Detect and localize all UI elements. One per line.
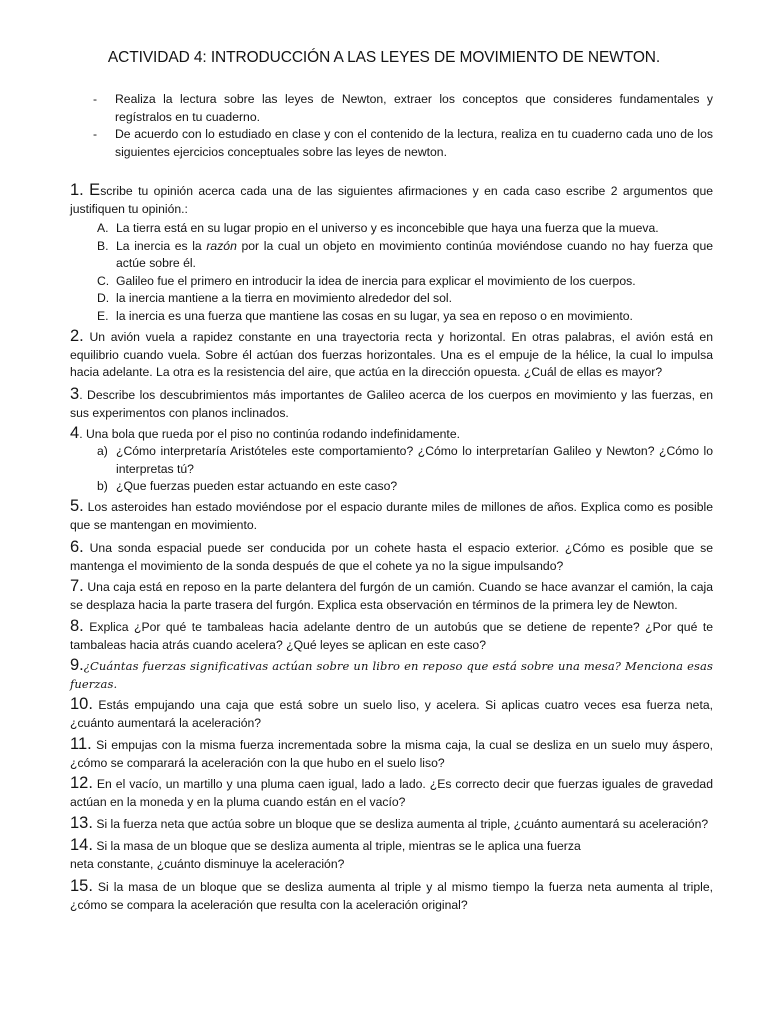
drop-cap: E xyxy=(89,181,101,199)
question-6 xyxy=(70,539,713,575)
option-text-italic: razón xyxy=(206,238,237,253)
list-dash: - xyxy=(93,127,98,141)
question-text: scribe tu opinión acerca cada una de las siguientes afirmaciones y en cada caso escribe 2 argumentos que justifiquen tu opinión.: xyxy=(70,184,713,216)
option-marker: A. xyxy=(97,221,109,235)
question-text: ¿Cuántas fuerzas significativas actúan sobre un libro en reposo que está sobre una mesa? Menciona esas fuerzas. xyxy=(70,659,713,691)
question-5 xyxy=(70,498,713,534)
option-e xyxy=(97,308,713,326)
question-number: 9. xyxy=(70,656,84,674)
question-text: Explica ¿Por qué te tambaleas hacia adelante dentro de un autobús que se detiene de repente? ¿Por qué te tambaleas hacia atrás cuando acelera? ¿Qué leyes se aplican en este caso? xyxy=(70,620,713,652)
list-dash: - xyxy=(93,92,98,106)
question-text: . Una bola que rueda por el piso no continúa rodando indefinidamente. xyxy=(79,427,460,441)
question-number: 11. xyxy=(70,735,92,753)
option-b xyxy=(97,478,713,496)
option-text: la inercia mantiene a la tierra en movimiento alrededor del sol. xyxy=(116,291,453,305)
option-marker: a) xyxy=(97,444,108,458)
option-d xyxy=(97,290,713,308)
instruction-item xyxy=(93,126,713,161)
question-text: Si la fuerza neta que actúa sobre un bloque que se desliza aumenta al triple, ¿cuánto aumentará su aceleración? xyxy=(92,817,709,831)
option-a xyxy=(97,220,713,238)
option-text: Galileo fue el primero en introducir la idea de inercia para explicar el movimiento de los cuerpos. xyxy=(116,273,636,288)
question-13 xyxy=(70,815,713,834)
question-8 xyxy=(70,618,713,654)
question-2 xyxy=(70,328,713,382)
question-number: 7. xyxy=(70,577,84,595)
question-text: Si empujas con la misma fuerza incrementada sobre la misma caja, la cual se desliza en un suelo muy áspero, ¿cómo se comparará la aceleración con la que hubo en el suelo liso? xyxy=(70,738,713,770)
question-number: 13. xyxy=(70,814,93,832)
option-c xyxy=(97,273,713,291)
question-number: 1. xyxy=(70,181,84,199)
question-number: 15. xyxy=(70,877,93,895)
question-number: 5. xyxy=(70,497,84,515)
question-number: 12. xyxy=(70,774,93,792)
question-text: Si la masa de un bloque que se desliza aumenta al triple y al mismo tiempo la fuerza neta aumenta al triple, ¿cómo se compara la aceleración que resulta con la aceleración original? xyxy=(70,880,713,912)
option-text: la inercia es una fuerza que mantiene las cosas en su lugar, ya sea en reposo o en movimiento. xyxy=(116,308,633,323)
question-text-continued: neta constante, ¿cuánto disminuye la aceleración? xyxy=(70,856,345,871)
question-number: 14. xyxy=(70,836,93,854)
question-text: Un avión vuela a rapidez constante en una trayectoria recta y horizontal. En otras palabras, el avión está en equilibrio cuando vuela. Sobre él actúan dos fuerzas horizontales. Una es el empuje de la hélice, la cual lo impulsa hacia adelante. La otra es la resistencia del aire, que actúa en la dirección opuesta. ¿Cuál de ellas es mayor? xyxy=(70,330,713,379)
question-12 xyxy=(70,775,713,811)
option-a xyxy=(97,443,713,478)
question-1 xyxy=(70,182,713,218)
option-b xyxy=(97,238,713,273)
question-text: Si la masa de un bloque que se desliza aumenta al triple, mientras se le aplica una fuerza xyxy=(92,839,581,853)
option-marker: C. xyxy=(97,273,110,288)
question-text: Estás empujando una caja que está sobre un suelo liso, y acelera. Si aplicas cuatro veces esa fuerza neta, ¿cuánto aumentará la aceleración? xyxy=(70,698,713,730)
question-text: . Describe los descubrimientos más importantes de Galileo acerca de los cuerpos en movimiento y las fuerzas, en sus experimentos con planos inclinados. xyxy=(70,388,713,420)
question-number: 10. xyxy=(70,695,93,713)
option-marker: B. xyxy=(97,238,109,253)
instruction-text: Realiza la lectura sobre las leyes de Newton, extraer los conceptos que consideres fundamentales y regístralos en tu cuaderno. xyxy=(115,92,713,124)
question-7 xyxy=(70,578,713,614)
question-number: 8. xyxy=(70,617,84,635)
option-marker: b) xyxy=(97,479,108,493)
question-4 xyxy=(70,425,713,444)
question-14 xyxy=(70,837,713,873)
option-text-part: por la cual un objeto en movimiento continúa moviéndose cuando no hay fuerza que actúe sobre él. xyxy=(116,238,713,270)
question-number: 3 xyxy=(70,385,80,403)
question-text: Los asteroides han estado moviéndose por el espacio durante miles de millones de años. Explica como es posible que se mantengan en movimiento. xyxy=(70,500,713,532)
question-4-options xyxy=(97,443,713,496)
instructions-list xyxy=(93,91,713,161)
question-text: En el vacío, un martillo y una pluma caen igual, lado a lado. ¿Es correcto decir que fuerzas iguales de gravedad actúan en la moneda y en la pluma cuando están en el vacío? xyxy=(70,777,713,809)
option-text-part: La inercia es la xyxy=(116,238,207,253)
option-text: ¿Que fuerzas pueden estar actuando en este caso? xyxy=(116,479,398,493)
instruction-text: De acuerdo con lo estudiado en clase y con el contenido de la lectura, realiza en tu cuaderno cada uno de los siguientes ejercicios conceptuales sobre las leyes de newton. xyxy=(115,127,713,159)
question-9 xyxy=(70,657,713,693)
option-text: ¿Cómo interpretaría Aristóteles este comportamiento? ¿Cómo lo interpretarían Galileo y Newton? ¿Cómo lo interpretas tú? xyxy=(116,444,713,476)
option-marker: D. xyxy=(97,291,110,305)
question-1-options xyxy=(97,220,713,325)
question-text: Una sonda espacial puede ser conducida por un cohete hasta el espacio exterior. ¿Cómo es posible que se mantenga el movimiento de la sonda después de que el cohete ya no la sigue impulsando? xyxy=(70,541,713,573)
question-11 xyxy=(70,736,713,772)
option-marker: E. xyxy=(97,308,109,323)
question-10 xyxy=(70,696,713,732)
question-text: Una caja está en reposo en la parte delantera del furgón de un camión. Cuando se hace avanzar el camión, la caja se desplaza hacia la parte trasera del furgón. Explica esta observación en términos de la primera ley de Newton. xyxy=(70,580,713,612)
question-15 xyxy=(70,878,713,914)
question-3 xyxy=(70,386,713,422)
option-text: La tierra está en su lugar propio en el universo y es inconcebible que haya una fuerza que la mueva. xyxy=(116,221,659,235)
page-title: ACTIVIDAD 4: INTRODUCCIÓN A LAS LEYES DE MOVIMIENTO DE NEWTON. xyxy=(107,49,661,66)
question-number: 4 xyxy=(70,424,80,442)
question-number: 2. xyxy=(70,327,84,345)
instruction-item xyxy=(93,91,713,126)
option-text xyxy=(116,239,713,271)
question-number: 6. xyxy=(70,538,84,556)
